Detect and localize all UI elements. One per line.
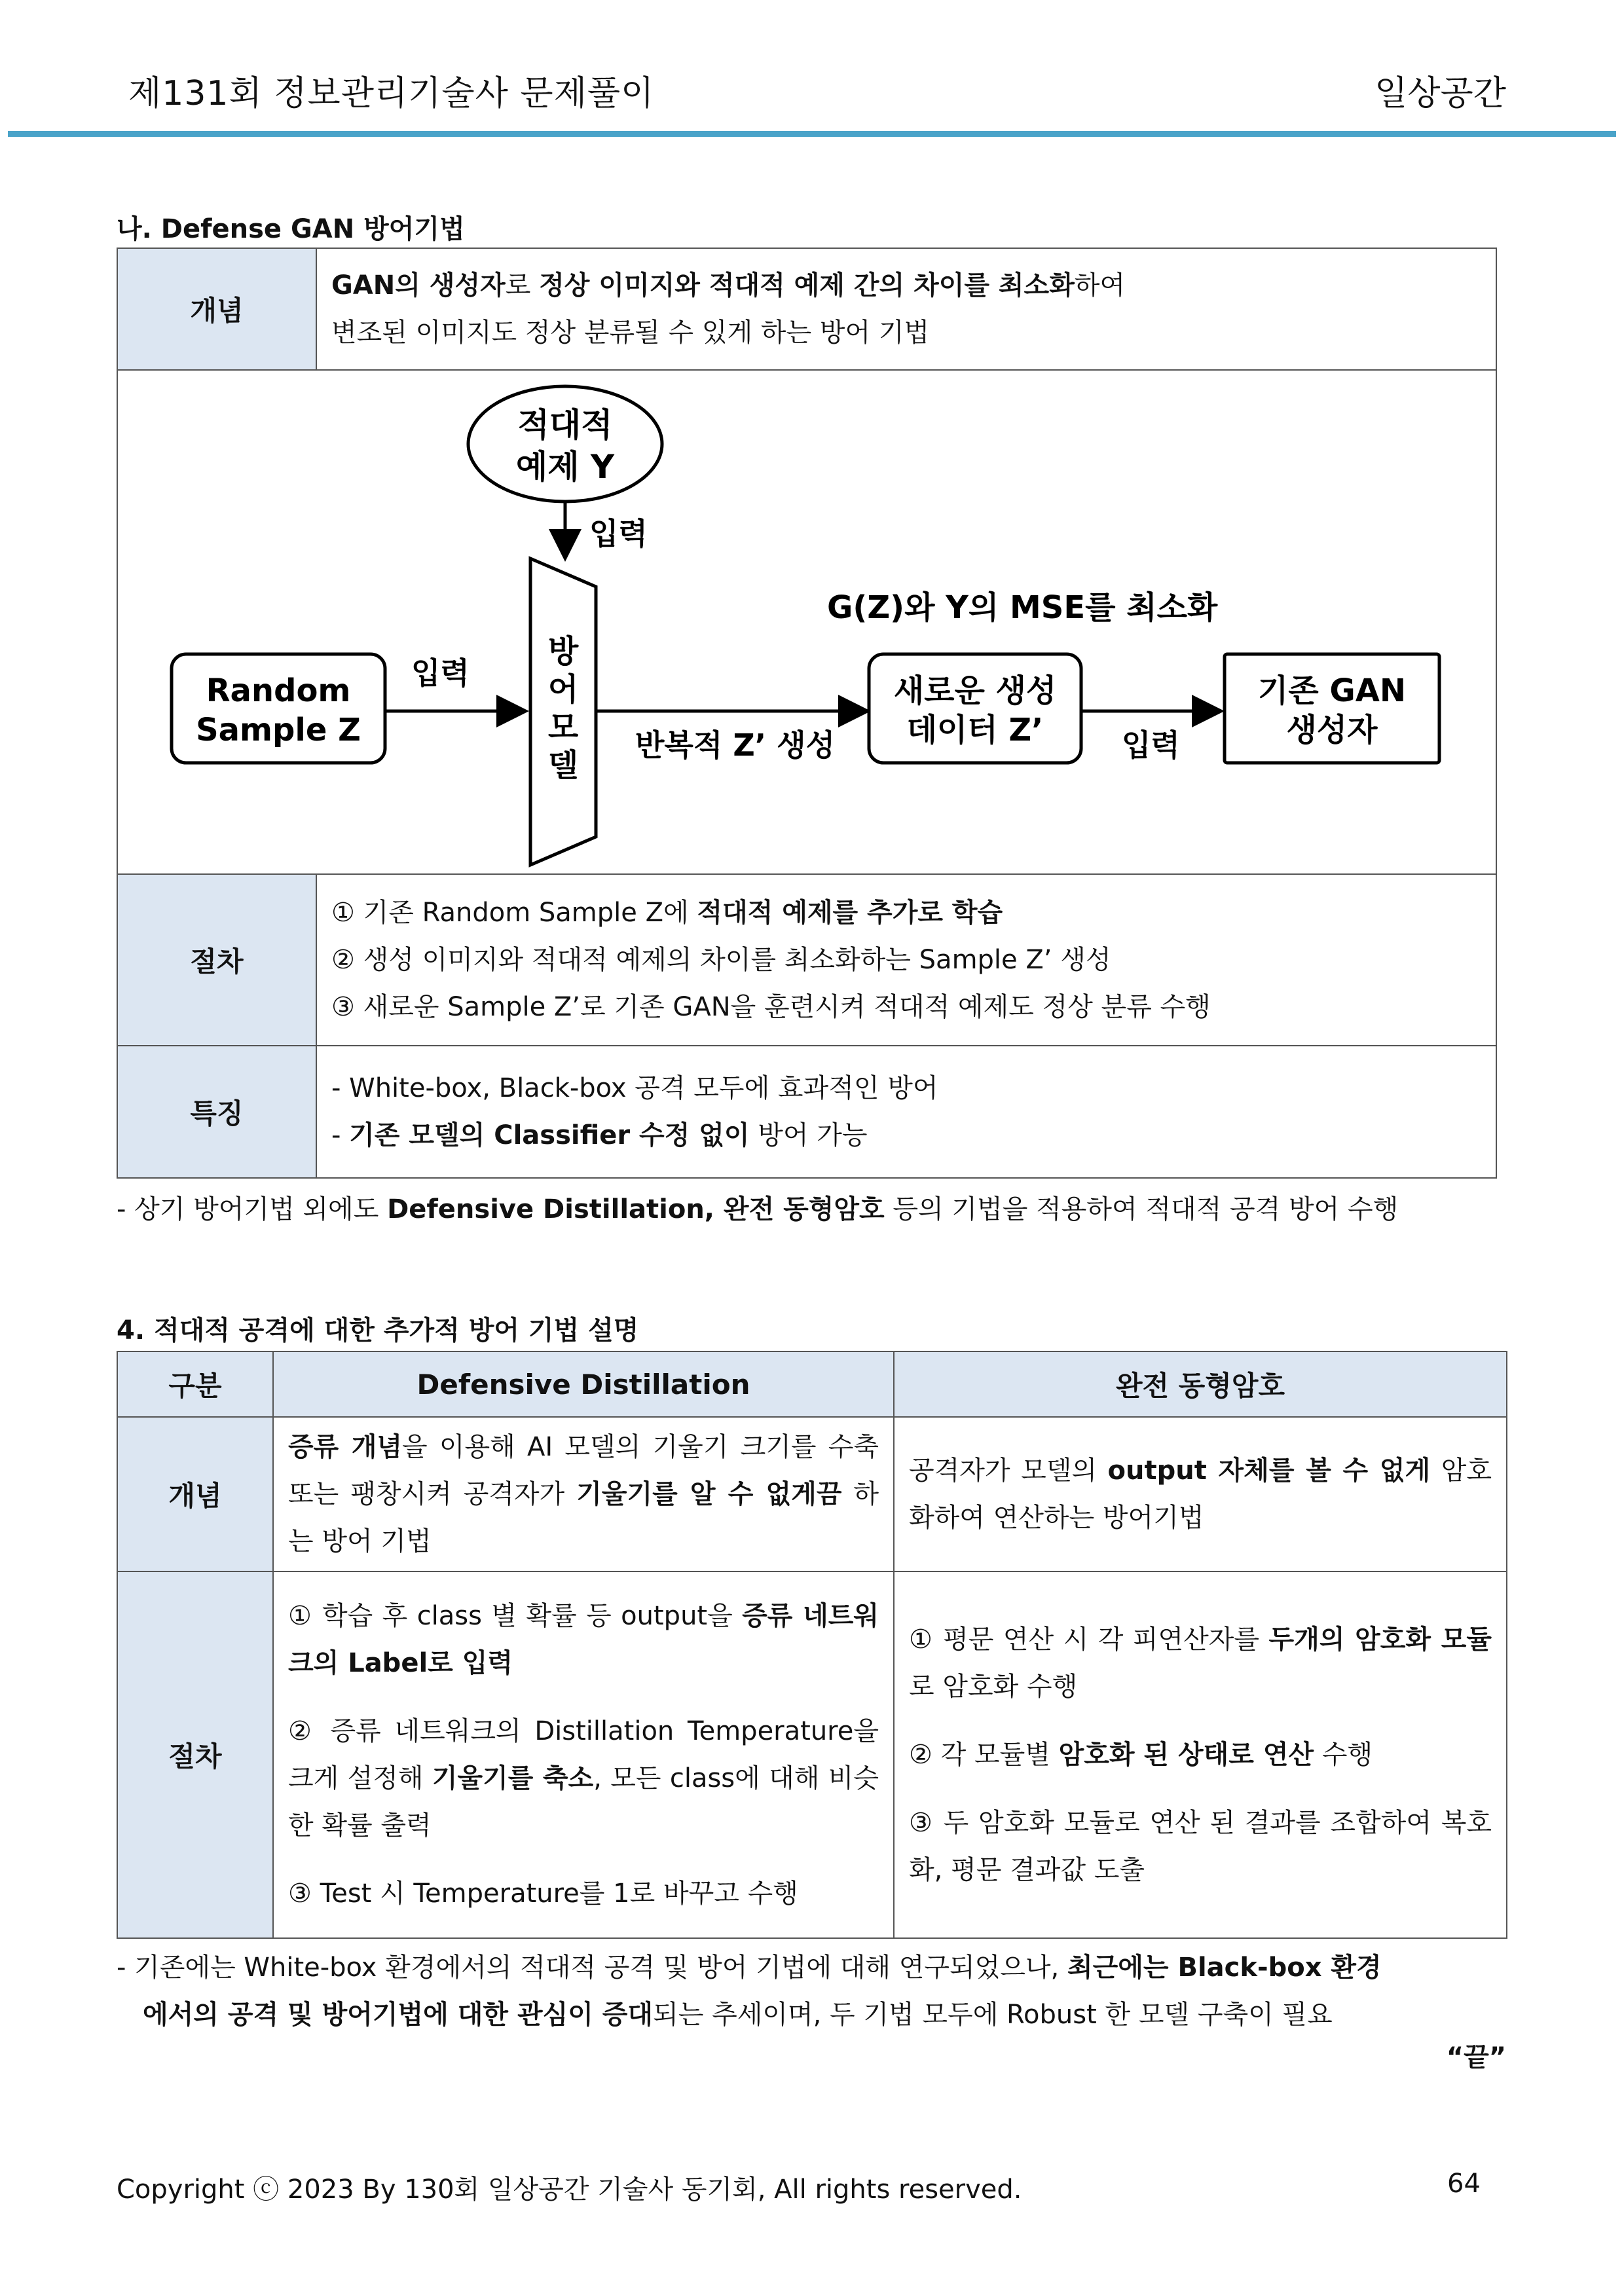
- concept-label: 개념: [117, 248, 316, 370]
- end-mark: “끝”: [1446, 2042, 1506, 2072]
- col-header-distillation: Defensive Distillation: [273, 1351, 894, 1417]
- section-na-note: - 상기 방어기법 외에도 Defensive Distillation, 완전 동형암호 등의 기법을 적용하여 적대적 공격 방어 수행: [117, 1194, 1399, 1224]
- header-title: 제131회 정보관리기술사 문제풀이: [128, 74, 655, 113]
- row-procedure-label: 절차: [117, 1571, 273, 1938]
- feature-2: - 기존 모델의 Classifier 수정 없이 방어 가능: [331, 1120, 868, 1150]
- newdata-text-2: 데이터 Z’: [906, 712, 1044, 748]
- procedure-text: [316, 874, 1496, 1046]
- distillation-concept: 증류 개념을 이용해 AI 모델의 기울기 크기를 수축 또는 팽창시켜 공격자가 기울기를 알 수 없게끔 하는 방어 기법: [273, 1417, 894, 1571]
- distillation-step-3: ③ Test 시 Temperature를 1로 바꾸고 수행: [288, 1879, 798, 1909]
- ellipse-text-1: 적대적: [517, 406, 613, 444]
- defense-gan-table: [117, 248, 1497, 1179]
- page-number: 64: [1447, 2169, 1481, 2199]
- arrow-label-input-top: 입력: [589, 516, 648, 551]
- homomorphic-concept: 공격자가 모델의 output 자체를 볼 수 없게 암호화하여 연산하는 방어기법: [894, 1417, 1507, 1571]
- gan-text-1: 기존 GAN: [1257, 672, 1407, 709]
- arrow-label-input-right: 입력: [1122, 727, 1180, 763]
- feature-text: [316, 1046, 1496, 1178]
- random-text-1: Random: [206, 672, 351, 709]
- distillation-procedure: [273, 1571, 894, 1938]
- distillation-step-1: ① 학습 후 class 별 확률 등 output을 증류 네트워크의 Label로 입력: [288, 1601, 879, 1678]
- mse-label: G(Z)와 Y의 MSE를 최소화: [827, 589, 1218, 626]
- newdata-text-1: 새로운 생성: [893, 672, 1057, 709]
- procedure-label: 절차: [117, 874, 316, 1046]
- section-4-heading: 4. 적대적 공격에 대한 추가적 방어 기법 설명: [117, 1315, 639, 1346]
- procedure-step-2: ② 생성 이미지와 적대적 예제의 차이를 최소화하는 Sample Z’ 생성: [331, 945, 1111, 975]
- header-brand: 일상공간: [1375, 74, 1506, 113]
- section-4-note-line2: 에서의 공격 및 방어기법에 대한 관심이 증대되는 추세이며, 두 기법 모두에 Robust 한 모델 구축이 필요: [143, 2000, 1333, 2030]
- footer-copyright: Copyright ⓒ 2023 By 130회 일상공간 기술사 동기회, All rights reserved.: [117, 2175, 1022, 2205]
- repeat-label: 반복적 Z’ 생성: [635, 727, 836, 763]
- concept-text: [316, 248, 1496, 370]
- procedure-step-3: ③ 새로운 Sample Z’로 기존 GAN을 훈련시켜 적대적 예제도 정상 분류 수행: [331, 992, 1211, 1022]
- section-4-note-line1: - 기존에는 White-box 환경에서의 적대적 공격 및 방어 기법에 대해 연구되었으나, 최근에는 Black-box 환경: [117, 1953, 1382, 1983]
- defense-char-3: 모: [547, 709, 579, 746]
- random-text-2: Sample Z: [196, 712, 361, 748]
- col-header-homomorphic: 완전 동형암호: [894, 1351, 1507, 1417]
- gan-text-2: 생성자: [1286, 712, 1378, 748]
- arrow-label-input-left: 입력: [411, 655, 470, 691]
- homomorphic-step-1: ① 평문 연산 시 각 피연산자를 두개의 암호화 모듈로 암호화 수행: [909, 1625, 1492, 1702]
- header-divider: [8, 131, 1616, 137]
- homomorphic-step-2: ② 각 모듈별 암호화 된 상태로 연산 수행: [909, 1740, 1373, 1770]
- row-concept-label: 개념: [117, 1417, 273, 1571]
- feature-label: 특징: [117, 1046, 316, 1178]
- ellipse-text-2: 예제 Y: [515, 448, 615, 486]
- concept-line2: 변조된 이미지도 정상 분류될 수 있게 하는 방어 기법: [331, 318, 930, 348]
- concept-line1: GAN의 생성자로 정상 이미지와 적대적 예제 간의 차이를 최소화하여: [331, 270, 1126, 301]
- defense-gan-diagram: [118, 371, 1496, 873]
- homomorphic-step-3: ③ 두 암호화 모듈로 연산 된 결과를 조합하여 복호화, 평문 결과값 도출: [909, 1808, 1492, 1885]
- homomorphic-procedure: [894, 1571, 1507, 1938]
- diagram-cell: [117, 370, 1496, 874]
- procedure-step-1: ① 기존 Random Sample Z에 적대적 예제를 추가로 학습: [331, 898, 1003, 928]
- distillation-step-2: ② 증류 네트워크의 Distillation Temperature을 크게 설정해 기울기를 축소, 모든 class에 대해 비슷한 확률 출력: [288, 1716, 879, 1841]
- defense-char-4: 델: [547, 747, 579, 784]
- defense-char-1: 방: [547, 633, 579, 670]
- feature-1: - White-box, Black-box 공격 모두에 효과적인 방어: [331, 1073, 938, 1103]
- col-header-category: 구분: [117, 1351, 273, 1417]
- section-na-heading: 나. Defense GAN 방어기법: [117, 214, 465, 244]
- defense-char-2: 어: [547, 671, 579, 708]
- additional-defense-table: [117, 1351, 1507, 1939]
